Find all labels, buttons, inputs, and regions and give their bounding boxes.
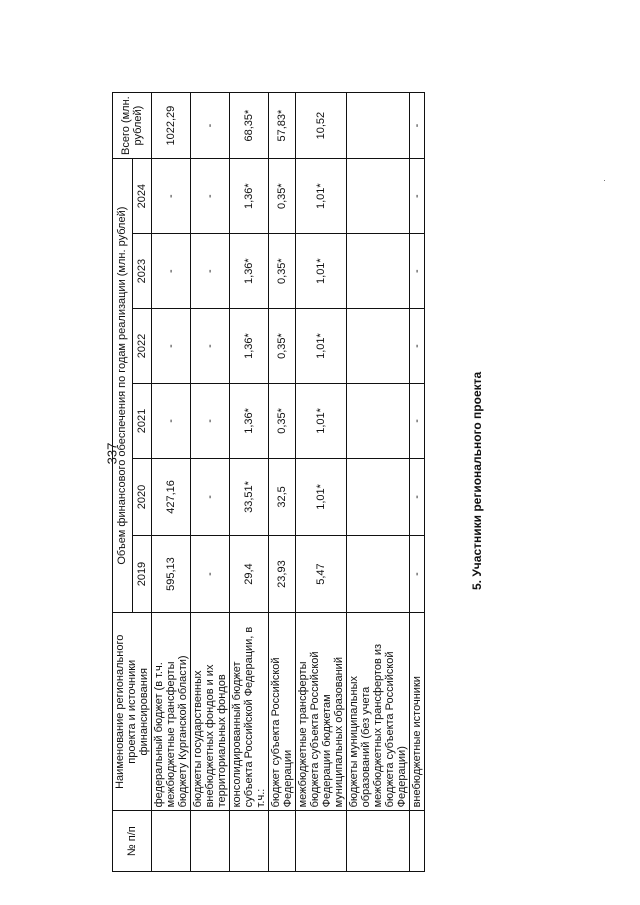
row-number <box>410 811 425 872</box>
cell-value: - <box>152 383 191 458</box>
row-name: внебюджетные источники <box>410 613 425 811</box>
row-number <box>152 811 191 872</box>
cell-total: 10,52 <box>296 93 347 159</box>
col-total-header: Всего (млн. рублей) <box>113 93 152 159</box>
cell-value: 32,5 <box>269 458 296 535</box>
row-name: консолидированный бюджет субъекта Российской Федерации, в т.ч.: <box>230 613 269 811</box>
cell-value: 1,01* <box>296 458 347 535</box>
finance-table-container <box>112 92 423 872</box>
cell-value <box>347 383 410 458</box>
scan-speck <box>604 180 605 181</box>
page-number: 337 <box>104 442 120 465</box>
table-row <box>410 93 425 872</box>
cell-value: 1,36* <box>230 383 269 458</box>
year-header: 2019 <box>132 536 152 613</box>
year-header: 2023 <box>132 234 152 309</box>
table-row <box>191 93 230 872</box>
row-number <box>269 811 296 872</box>
table-row <box>269 93 296 872</box>
table-row <box>230 93 269 872</box>
cell-value: 29,4 <box>230 536 269 613</box>
cell-value: - <box>410 234 425 309</box>
cell-value: - <box>152 159 191 234</box>
cell-value: - <box>410 309 425 384</box>
cell-total: 1022,29 <box>152 93 191 159</box>
cell-value: - <box>410 458 425 535</box>
cell-value: 0,35* <box>269 309 296 384</box>
row-number <box>191 811 230 872</box>
row-number <box>296 811 347 872</box>
row-number <box>347 811 410 872</box>
cell-value: 1,36* <box>230 309 269 384</box>
cell-value: 1,01* <box>296 309 347 384</box>
cell-total <box>347 93 410 159</box>
row-name: бюджет субъекта Российской Федерации <box>269 613 296 811</box>
cell-value <box>347 536 410 613</box>
section-title: 5. Участники регионального проекта <box>470 371 484 590</box>
cell-value: - <box>410 383 425 458</box>
year-header: 2022 <box>132 309 152 384</box>
cell-total: 68,35* <box>230 93 269 159</box>
cell-value: 1,01* <box>296 159 347 234</box>
cell-value <box>347 458 410 535</box>
table-row <box>347 93 410 872</box>
year-header: 2021 <box>132 383 152 458</box>
cell-value: 5,47 <box>296 536 347 613</box>
cell-value: - <box>152 309 191 384</box>
cell-value: - <box>191 309 230 384</box>
cell-total: - <box>191 93 230 159</box>
cell-value: - <box>410 159 425 234</box>
row-name: бюджеты государственных внебюджетных фондов и их территориальных фондов <box>191 613 230 811</box>
row-number <box>230 811 269 872</box>
finance-table <box>112 92 425 872</box>
cell-value: 1,01* <box>296 234 347 309</box>
col-group-header: Объем финансового обеспечения по годам реализации (млн. рублей) <box>113 159 133 613</box>
cell-value: 595,13 <box>152 536 191 613</box>
cell-value: 23,93 <box>269 536 296 613</box>
cell-value: - <box>191 234 230 309</box>
cell-value: - <box>410 536 425 613</box>
row-name: федеральный бюджет (в т.ч. межбюджетные трансферты бюджету Курганской области) <box>152 613 191 811</box>
year-header: 2024 <box>132 159 152 234</box>
cell-total: - <box>410 93 425 159</box>
cell-value: 0,35* <box>269 234 296 309</box>
cell-value: 1,01* <box>296 383 347 458</box>
cell-value: - <box>191 458 230 535</box>
row-name: бюджеты муниципальных образований (без учета межбюджетных трансфертов из бюджета субъекта Российской Федерации) <box>347 613 410 811</box>
cell-value: 1,36* <box>230 159 269 234</box>
col-no-header: № п/п <box>113 811 152 872</box>
cell-value: 1,36* <box>230 234 269 309</box>
cell-value: 427,16 <box>152 458 191 535</box>
cell-value: 33,51* <box>230 458 269 535</box>
cell-value: - <box>191 159 230 234</box>
cell-value <box>347 234 410 309</box>
cell-value <box>347 159 410 234</box>
cell-value: - <box>191 536 230 613</box>
cell-value: - <box>191 383 230 458</box>
cell-value: - <box>152 234 191 309</box>
cell-value <box>347 309 410 384</box>
cell-total: 57,83* <box>269 93 296 159</box>
row-name: межбюджетные трансферты бюджета субъекта Российской Федерации бюджетам муниципальных образований <box>296 613 347 811</box>
year-header: 2020 <box>132 458 152 535</box>
cell-value: 0,35* <box>269 159 296 234</box>
cell-value: 0,35* <box>269 383 296 458</box>
col-name-header: Наименование регионального проекта и источники финансирования <box>113 613 152 811</box>
table-row <box>296 93 347 872</box>
table-row <box>152 93 191 872</box>
